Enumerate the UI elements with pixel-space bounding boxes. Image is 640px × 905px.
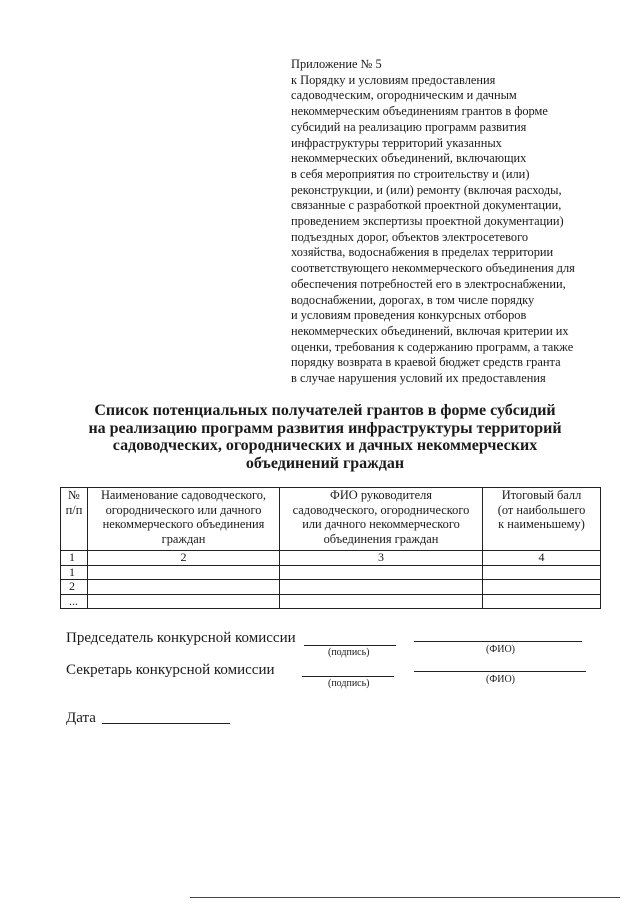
appendix-line: садоводческим, огородническим и дачным bbox=[291, 88, 517, 103]
table-cell: ... bbox=[61, 594, 88, 609]
table-cell bbox=[483, 565, 601, 580]
appendix-line: в случае нарушения условий их предоставления bbox=[291, 371, 546, 386]
appendix-line: подъездных дорог, объектов электросетевого bbox=[291, 229, 529, 244]
table-cell bbox=[483, 580, 601, 595]
appendix-line: реконструкции, и (или) ремонту (включая расходы, bbox=[291, 182, 562, 197]
chairman-signature-caption: (подпись) bbox=[328, 647, 370, 658]
document-title bbox=[70, 402, 580, 472]
appendix-line: связанные с разработкой проектной документации, bbox=[291, 198, 562, 213]
chairman-label: Председатель конкурсной комиссии bbox=[66, 630, 296, 646]
table-cell bbox=[88, 565, 280, 580]
appendix-line: в себя мероприятия по строительству и (или) bbox=[291, 166, 530, 181]
appendix-line: оценки, требования к содержанию программ, а также bbox=[291, 339, 574, 354]
table-cell: 2 bbox=[61, 580, 88, 595]
appendix-line: и условиям проведения конкурсных отборов bbox=[291, 308, 527, 323]
secretary-name-caption: (ФИО) bbox=[486, 674, 516, 685]
header-total-score: Итоговый балл (от наибольшего к наименьшему) bbox=[483, 488, 601, 551]
chairman-signature-line bbox=[304, 645, 396, 646]
appendix-line: обеспечения потребностей его в электроснабжении, bbox=[291, 276, 566, 291]
recipients-table bbox=[60, 487, 601, 609]
header-head-name: ФИО руководителя садоводческого, огороднического или дачного некоммерческого объединения граждан bbox=[280, 488, 483, 551]
table-cell: 3 bbox=[280, 551, 483, 566]
appendix-line: некоммерческих объединений, включая критерии их bbox=[291, 323, 569, 338]
table-cell bbox=[88, 594, 280, 609]
secretary-signature-caption: (подпись) bbox=[328, 678, 370, 689]
appendix-line: некоммерческим объединениям грантов в форме bbox=[291, 104, 548, 119]
appendix-line: хозяйства, водоснабжения в пределах территории bbox=[291, 245, 554, 260]
table-cell bbox=[483, 594, 601, 609]
table-cell: 1 bbox=[61, 551, 88, 566]
table-cell: 4 bbox=[483, 551, 601, 566]
table-cell bbox=[280, 565, 483, 580]
secretary-name-line bbox=[414, 671, 586, 672]
secretary-signature-line bbox=[302, 676, 394, 677]
column-numbering-row bbox=[61, 551, 601, 566]
appendix-line: инфраструктуры территорий указанных bbox=[291, 135, 502, 150]
chairman-name-line bbox=[414, 641, 582, 642]
appendix-line: Приложение № 5 bbox=[291, 57, 382, 71]
appendix-line: к Порядку и условиям предоставления bbox=[291, 72, 496, 87]
appendix-line: проведением экспертизы проектной документации) bbox=[291, 214, 564, 229]
table-cell bbox=[280, 594, 483, 609]
date-line bbox=[102, 723, 230, 724]
table-row bbox=[61, 565, 601, 580]
secretary-label: Секретарь конкурсной комиссии bbox=[66, 662, 275, 678]
title-line: объединений граждан bbox=[245, 454, 405, 472]
bottom-rule bbox=[190, 897, 620, 898]
header-association-name: Наименование садоводческого, огороднического или дачного некоммерческого объединения граждан bbox=[88, 488, 280, 551]
table-header-row bbox=[61, 488, 601, 551]
table-cell bbox=[280, 580, 483, 595]
title-line: Список потенциальных получателей грантов в форме субсидий bbox=[94, 402, 556, 419]
table-cell: 2 bbox=[88, 551, 280, 566]
table-cell: 1 bbox=[61, 565, 88, 580]
table-row bbox=[61, 594, 601, 609]
header-number: № п/п bbox=[61, 488, 88, 551]
table-row bbox=[61, 580, 601, 595]
date-label: Дата bbox=[66, 710, 96, 726]
appendix-line: порядку возврата в краевой бюджет средств гранта bbox=[291, 355, 561, 370]
appendix-line: соответствующего некоммерческого объединения для bbox=[291, 261, 575, 276]
title-line: садоводческих, огороднических и дачных некоммерческих bbox=[112, 437, 538, 454]
table-cell bbox=[88, 580, 280, 595]
chairman-name-caption: (ФИО) bbox=[486, 644, 516, 655]
appendix-line: водоснабжении, дорогах, в том числе порядку bbox=[291, 292, 535, 307]
title-line: на реализацию программ развития инфраструктуры территорий bbox=[88, 419, 562, 437]
appendix-line: некоммерческих объединений, включающих bbox=[291, 151, 527, 166]
appendix-line: субсидий на реализацию программ развития bbox=[291, 119, 527, 134]
appendix-block bbox=[291, 57, 621, 387]
